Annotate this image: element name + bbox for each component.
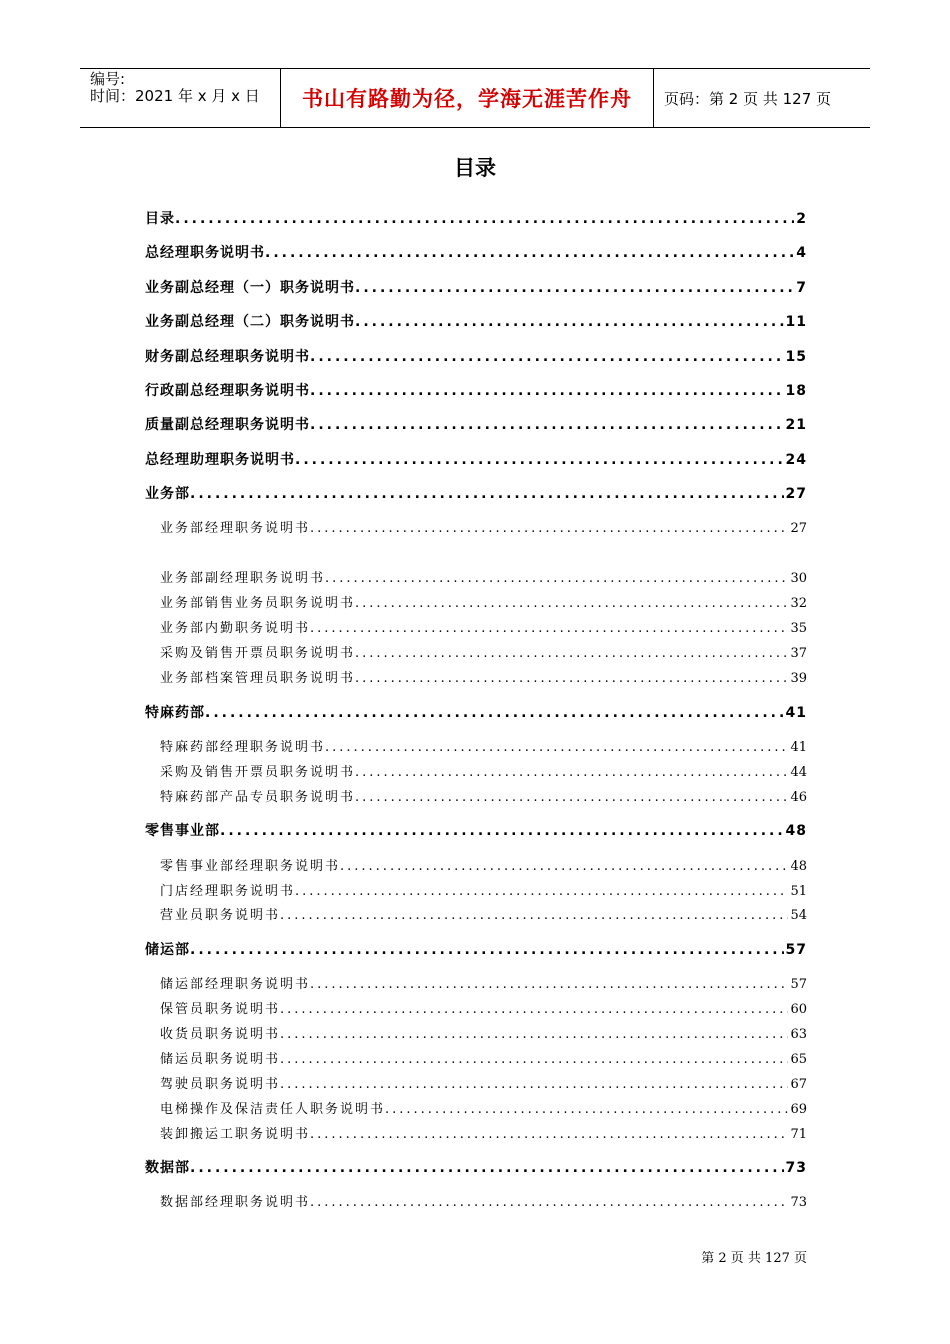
toc-leader-dots: [190, 1160, 784, 1176]
toc-subentry[interactable]: [160, 1073, 807, 1092]
toc-entry-title: 特麻药部经理职务说明书: [160, 740, 326, 755]
toc-entry-page-number: 41: [790, 740, 807, 755]
toc-entry-page-number: 30: [790, 571, 807, 586]
toc-leader-dots: [355, 596, 788, 611]
toc-entry-title: 零售事业部经理职务说明书: [160, 859, 341, 874]
toc-leader-dots: [310, 977, 788, 992]
toc-entry[interactable]: [145, 449, 807, 469]
toc-entry-page-number: 27: [785, 486, 807, 502]
toc-entry-page-number: 44: [790, 765, 807, 780]
toc-leader-dots: [175, 211, 794, 227]
toc-leader-dots: [295, 884, 788, 899]
toc-entry-page-number: 73: [785, 1160, 807, 1176]
toc-subentry[interactable]: [160, 998, 807, 1017]
toc-entry-title: 业务部经理职务说明书: [160, 521, 311, 536]
toc-entry-title: 采购及销售开票员职务说明书: [160, 765, 356, 780]
toc-subentry[interactable]: [160, 855, 807, 874]
toc-leader-dots: [310, 621, 788, 636]
toc-entry-page-number: 18: [785, 383, 807, 399]
toc-entry-title: 业务部销售业务员职务说明书: [160, 596, 356, 611]
toc-leader-dots: [310, 417, 784, 433]
toc-entry-page-number: 21: [785, 417, 807, 433]
toc-entry[interactable]: [145, 414, 807, 434]
toc-entry-page-number: 54: [790, 908, 807, 923]
toc-subentry[interactable]: [160, 786, 807, 805]
toc-entry[interactable]: [145, 939, 807, 959]
toc-entry-page-number: 51: [790, 884, 807, 899]
toc-entry-title: 保管员职务说明书: [160, 1002, 281, 1017]
toc-entry-page-number: 46: [790, 790, 807, 805]
toc-entry-title: 业务部档案管理员职务说明书: [160, 671, 356, 686]
toc-entry-page-number: 7: [796, 280, 807, 296]
page-footer: 第 2 页 共 127 页: [701, 1251, 807, 1266]
toc-entry-title: 特麻药部产品专员职务说明书: [160, 790, 356, 805]
toc-leader-dots: [295, 452, 784, 468]
toc-entry-title: 零售事业部: [145, 823, 220, 839]
toc-entry-title: 业务部副经理职务说明书: [160, 571, 326, 586]
toc-entry-title: 特麻药部: [145, 705, 205, 721]
toc-subentry[interactable]: [160, 736, 807, 755]
toc-subentry[interactable]: [160, 880, 807, 899]
toc-leader-dots: [325, 571, 788, 586]
toc-entry[interactable]: [145, 380, 807, 400]
toc-entry-title: 业务部内勤职务说明书: [160, 621, 311, 636]
toc-leader-dots: [310, 521, 788, 536]
toc-entry-page-number: 4: [796, 245, 807, 261]
header-meta: [80, 69, 281, 127]
toc-leader-dots: [310, 383, 784, 399]
toc-entry[interactable]: [145, 820, 807, 840]
toc-leader-dots: [310, 1195, 788, 1210]
toc-leader-dots: [280, 1052, 788, 1067]
toc-leader-dots: [190, 486, 784, 502]
toc-entry-title: 目录: [145, 211, 175, 227]
toc-entry-title: 门店经理职务说明书: [160, 884, 296, 899]
toc-entry-page-number: 57: [790, 977, 807, 992]
toc-entry-page-number: 32: [790, 596, 807, 611]
toc-subentry[interactable]: [160, 642, 807, 661]
toc-entry[interactable]: [145, 311, 807, 331]
toc-subentry[interactable]: [160, 904, 807, 923]
toc-entry-page-number: 57: [785, 942, 807, 958]
document-number-label: 编号:: [90, 70, 126, 88]
document-date: 时间：2021 年 x 月 x 日: [90, 87, 260, 105]
toc-leader-dots: [310, 1127, 788, 1142]
toc-entry[interactable]: [145, 1157, 807, 1177]
toc-entry-page-number: 35: [790, 621, 807, 636]
toc-leader-dots: [280, 908, 788, 923]
toc-entry-title: 质量副总经理职务说明书: [145, 417, 310, 433]
toc-subentry[interactable]: [160, 667, 807, 686]
toc-entry-page-number: 37: [790, 646, 807, 661]
toc-entry-page-number: 73: [790, 1195, 807, 1210]
toc-subentry[interactable]: [160, 1098, 807, 1117]
toc-entry-page-number: 39: [790, 671, 807, 686]
toc-entry-page-number: 41: [785, 705, 807, 721]
toc-leader-dots: [265, 245, 794, 261]
toc-leader-dots: [385, 1102, 788, 1117]
toc-entry-title: 数据部: [145, 1160, 190, 1176]
toc-leader-dots: [355, 790, 788, 805]
toc-leader-dots: [280, 1027, 788, 1042]
toc-leader-dots: [310, 349, 784, 365]
toc-entry-title: 储运部: [145, 942, 190, 958]
toc-entry-title: 业务部: [145, 486, 190, 502]
toc-entry-page-number: 48: [790, 859, 807, 874]
toc-entry-title: 业务副总经理（一）职务说明书: [145, 280, 355, 296]
toc-entry-page-number: 71: [790, 1127, 807, 1142]
toc-subentry[interactable]: [160, 1023, 807, 1042]
toc-leader-dots: [355, 765, 788, 780]
toc-entry-title: 驾驶员职务说明书: [160, 1077, 281, 1092]
toc-entry-title: 总经理职务说明书: [145, 245, 265, 261]
toc-subentry[interactable]: [160, 567, 807, 586]
toc-subentry[interactable]: [160, 517, 807, 536]
toc-entry-title: 电梯操作及保洁责任人职务说明书: [160, 1102, 386, 1117]
toc-entry-title: 总经理助理职务说明书: [145, 452, 295, 468]
page-title: 目录: [454, 156, 496, 180]
toc-entry-title: 储运员职务说明书: [160, 1052, 281, 1067]
toc-leader-dots: [190, 942, 784, 958]
toc-entry-page-number: 24: [785, 452, 807, 468]
toc-entry-title: 数据部经理职务说明书: [160, 1195, 311, 1210]
header-page-info: 页码：第 2 页 共 127 页: [664, 89, 832, 108]
toc-entry-page-number: 65: [790, 1052, 807, 1067]
toc-entry[interactable]: [145, 242, 807, 262]
toc-entry-page-number: 60: [790, 1002, 807, 1017]
toc-subentry[interactable]: [160, 592, 807, 611]
toc-leader-dots: [355, 671, 788, 686]
toc-subentry[interactable]: [160, 1048, 807, 1067]
toc-leader-dots: [205, 705, 784, 721]
toc-entry-title: 行政副总经理职务说明书: [145, 383, 310, 399]
toc-entry-title: 营业员职务说明书: [160, 908, 281, 923]
toc-entry-page-number: 2: [796, 211, 807, 227]
toc-entry-title: 业务副总经理（二）职务说明书: [145, 314, 355, 330]
toc-entry-page-number: 11: [785, 314, 807, 330]
toc-subentry[interactable]: [160, 617, 807, 636]
toc-entry-title: 储运部经理职务说明书: [160, 977, 311, 992]
toc-subentry[interactable]: [160, 973, 807, 992]
toc-subentry[interactable]: [160, 1191, 807, 1210]
toc-leader-dots: [325, 740, 788, 755]
toc-entry-title: 采购及销售开票员职务说明书: [160, 646, 356, 661]
toc-entry-page-number: 67: [790, 1077, 807, 1092]
toc-entry-page-number: 27: [790, 521, 807, 536]
toc-entry[interactable]: [145, 346, 807, 366]
toc-entry-page-number: 69: [790, 1102, 807, 1117]
toc-leader-dots: [280, 1002, 788, 1017]
toc-entry-title: 收货员职务说明书: [160, 1027, 281, 1042]
toc-leader-dots: [280, 1077, 788, 1092]
toc-entry[interactable]: [145, 277, 807, 297]
toc-leader-dots: [355, 314, 784, 330]
page-header: [80, 68, 870, 128]
toc-entry[interactable]: [145, 208, 807, 228]
toc-entry[interactable]: [145, 483, 807, 503]
toc-leader-dots: [340, 859, 788, 874]
toc-entry-page-number: 63: [790, 1027, 807, 1042]
toc-leader-dots: [355, 646, 788, 661]
header-motto: 书山有路勤为径，学海无涯苦作舟: [281, 69, 654, 127]
toc-leader-dots: [220, 823, 784, 839]
toc-entry-title: 财务副总经理职务说明书: [145, 349, 310, 365]
toc-entry-title: 装卸搬运工职务说明书: [160, 1127, 311, 1142]
toc-entry[interactable]: [145, 702, 807, 722]
toc-entry-page-number: 15: [785, 349, 807, 365]
toc-subentry[interactable]: [160, 1123, 807, 1142]
toc-subentry[interactable]: [160, 761, 807, 780]
toc-leader-dots: [355, 280, 794, 296]
toc-entry-page-number: 48: [785, 823, 807, 839]
